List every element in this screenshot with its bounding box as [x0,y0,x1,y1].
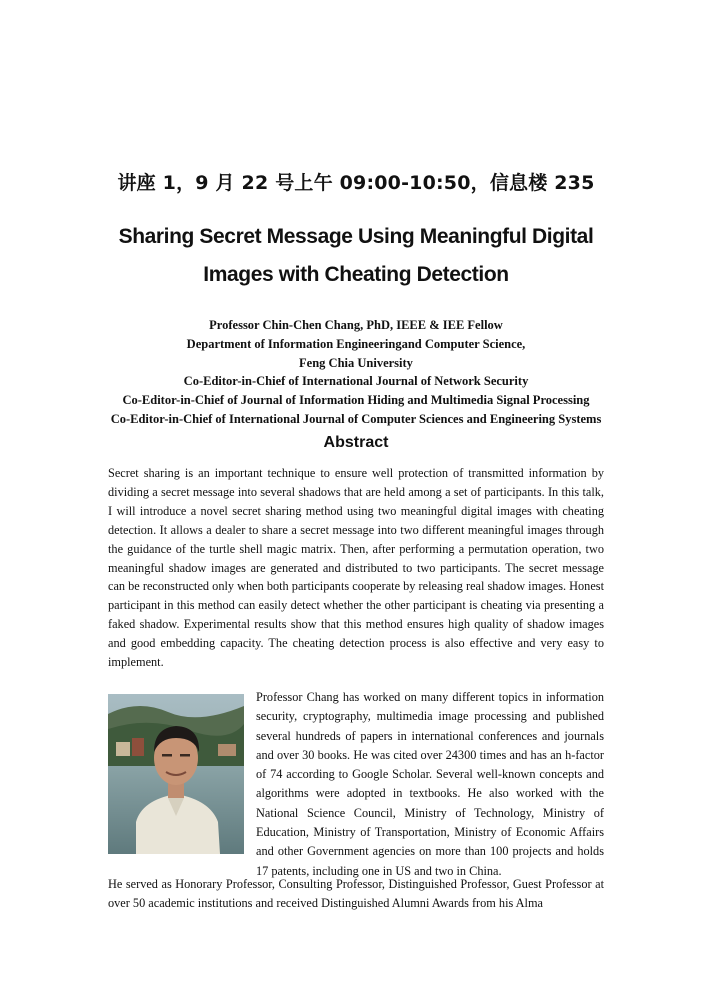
speaker-bio: Professor Chang has worked on many different topics in information security, cryptography, multimedia image processing and published several hundreds of papers in international conferences and journals and over 30 books. He was cited over 24300 times and has an h-factor of 74 according to Google Scholar. Several well-known concepts and algorithms were adopted in textbooks. He also worked with the National Science Council, Ministry of Technology, Ministry of Education, Ministry of Transportation, Ministry of Economic Affairs and other Government agencies on more than 100 projects and holds 17 patents, including one in US and two in China. [256,690,604,878]
speaker-affiliations [60,316,652,429]
talk-title-line-2: Images with Cheating Detection [203,263,509,286]
talk-title-line-1: Sharing Secret Message Using Meaningful Digital [118,225,594,248]
abstract-heading: Abstract [323,434,389,451]
speaker-photo [108,694,244,854]
speaker-name-line: Professor Chin-Chen Chang, PhD, IEEE & IEE Fellow [209,318,503,332]
university-line: Feng Chia University [299,355,413,370]
talk-title [90,218,622,294]
speaker-bio-continued: He served as Honorary Professor, Consulting Professor, Distinguished Professor, Guest Professor at over 50 academic institutions and received Distinguished Alumni Awards from his Alma [108,877,604,911]
department-line: Department of Information Engineeringand Computer Science, [186,336,526,351]
editor-role-line-2: Co-Editor-in-Chief of Journal of Information Hiding and Multimedia Signal Processing [122,393,590,408]
editor-role-line-3: Co-Editor-in-Chief of International Journal of Computer Sciences and Engineering Systems [110,411,602,426]
abstract-body: Secret sharing is an important technique to ensure well protection of transmitted information by dividing a secret message into several shadows that are held among a set of participants. In this talk, I will introduce a novel secret sharing method using two meaningful digital images with cheating detection. It allows a dealer to share a secret message into two different meaningful images through the guidance of the turtle shell magic matrix. Then, after performing a permutation operation, two meaningful shadow images are generated and distributed to two participants. The secret message can be reconstructed only when both participants cooperate by releasing real shadow images. Honest participant in this method can easily detect whether the other participant is cheating via presenting a faked shadow. Experimental results show that this method ensures high quality of shadow images and good embedding capacity. The cheating detection process is also effective and very easy to implement. [108,466,604,670]
editor-role-line-1: Co-Editor-in-Chief of International Journal of Network Security [183,374,529,389]
lecture-schedule-line: 讲座 1，9 月 22 号上午 09:00-10:50，信息楼 235 [117,172,595,194]
